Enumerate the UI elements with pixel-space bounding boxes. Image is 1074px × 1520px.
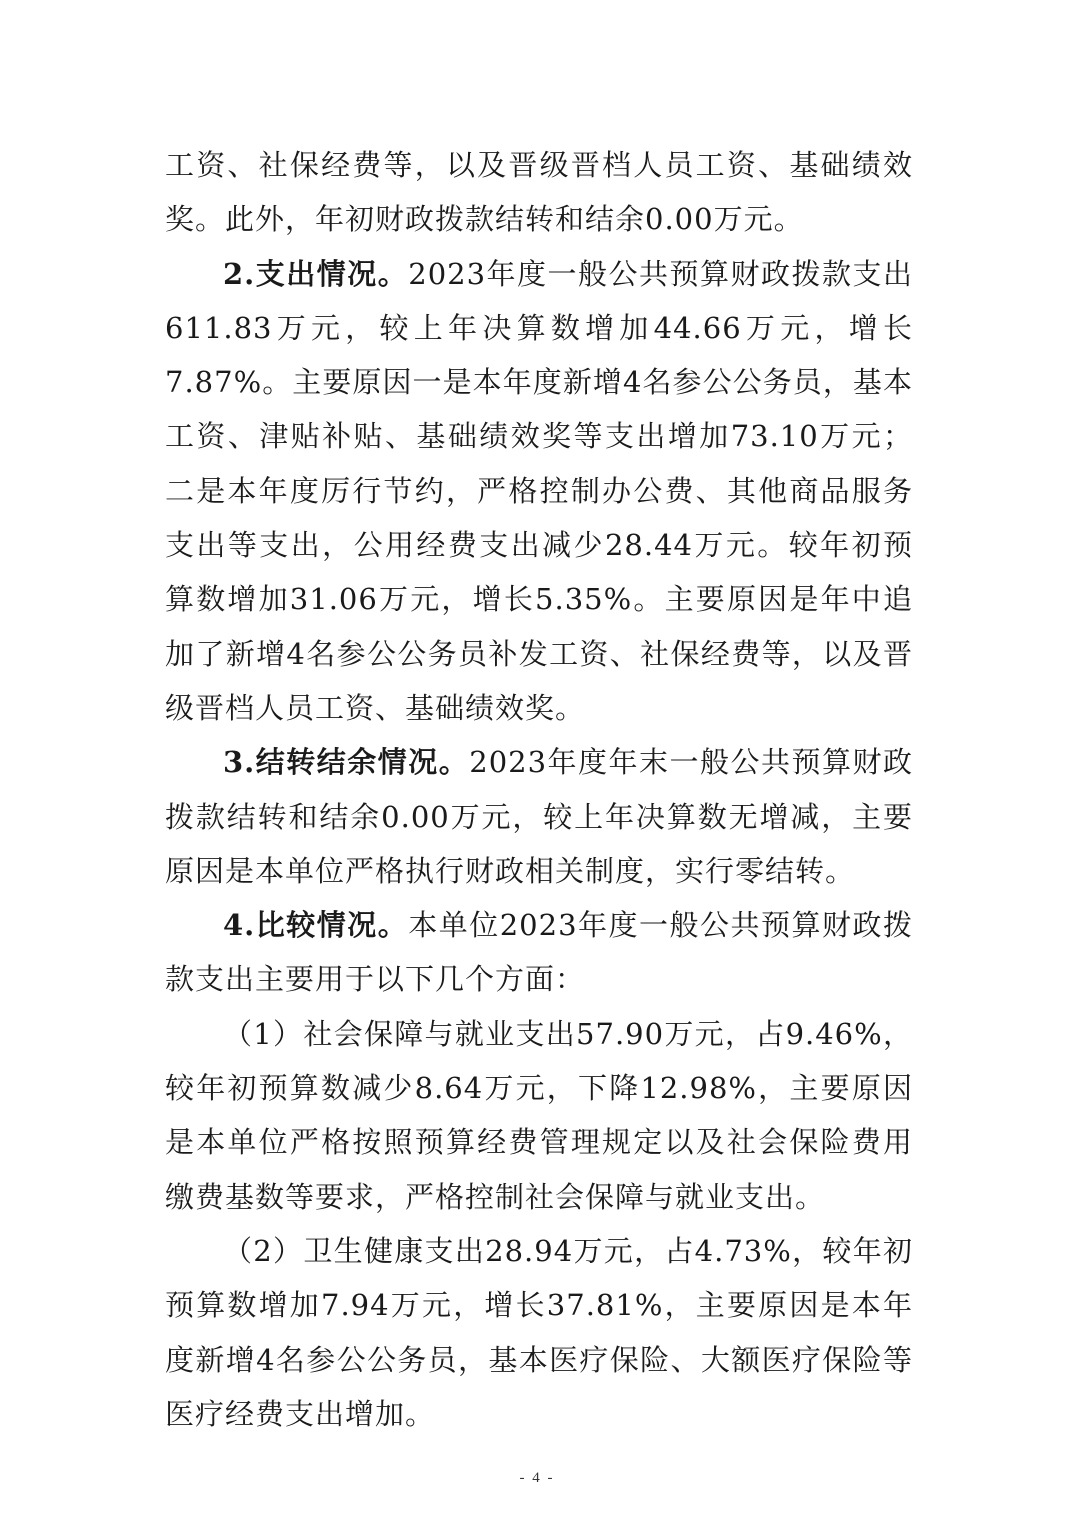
section-body-comparison: 本单位2023年度一般公共预算财政拨款支出主要用于以下几个方面： <box>165 908 913 997</box>
paragraph-carryover <box>165 735 913 898</box>
document-body <box>165 138 913 1441</box>
section-heading-expenditure: 2.支出情况。 <box>223 256 409 291</box>
section-heading-carryover: 3.结转结余情况。 <box>223 745 470 780</box>
page-number: - 4 - <box>519 1470 555 1486</box>
paragraph-comparison <box>165 898 913 1007</box>
section-heading-comparison: 4.比较情况。 <box>223 908 409 943</box>
paragraph-expenditure <box>165 247 913 736</box>
paragraph-health: （2）卫生健康支出28.94万元，占4.73%，较年初预算数增加7.94万元，增长37.81%，主要原因是本年度新增4名参公公务员，基本医疗保险、大额医疗保险等医疗经费支出增加。 <box>165 1233 913 1431</box>
section-body-carryover: 2023年度年末一般公共预算财政拨款结转和结余0.00万元，较上年决算数无增减，主要原因是本单位严格执行财政相关制度，实行零结转。 <box>165 745 913 888</box>
paragraph-social-security: （1）社会保障与就业支出57.90万元，占9.46%，较年初预算数减少8.64万元，下降12.98%，主要原因是本单位严格按照预算经费管理规定以及社会保险费用缴费基数等要求，严格控制社会保障与就业支出。 <box>165 1016 913 1214</box>
section-body-expenditure: 2023年度一般公共预算财政拨款支出611.83万元，较上年决算数增加44.66万元，增长7.87%。主要原因一是本年度新增4名参公公务员，基本工资、津贴补贴、基础绩效奖等支出增加73.10万元；二是本年度厉行节约，严格控制办公费、其他商品服务支出等支出，公用经费支出减少28.44万元。较年初预算数增加31.06万元，增长5.35%。主要原因是年中追加了新增4名参公公务员补发工资、社保经费等，以及晋级晋档人员工资、基础绩效奖。 <box>165 256 913 725</box>
paragraph-income-continued: 工资、社保经费等，以及晋级晋档人员工资、基础绩效奖。此外，年初财政拨款结转和结余0.00万元。 <box>165 148 913 237</box>
